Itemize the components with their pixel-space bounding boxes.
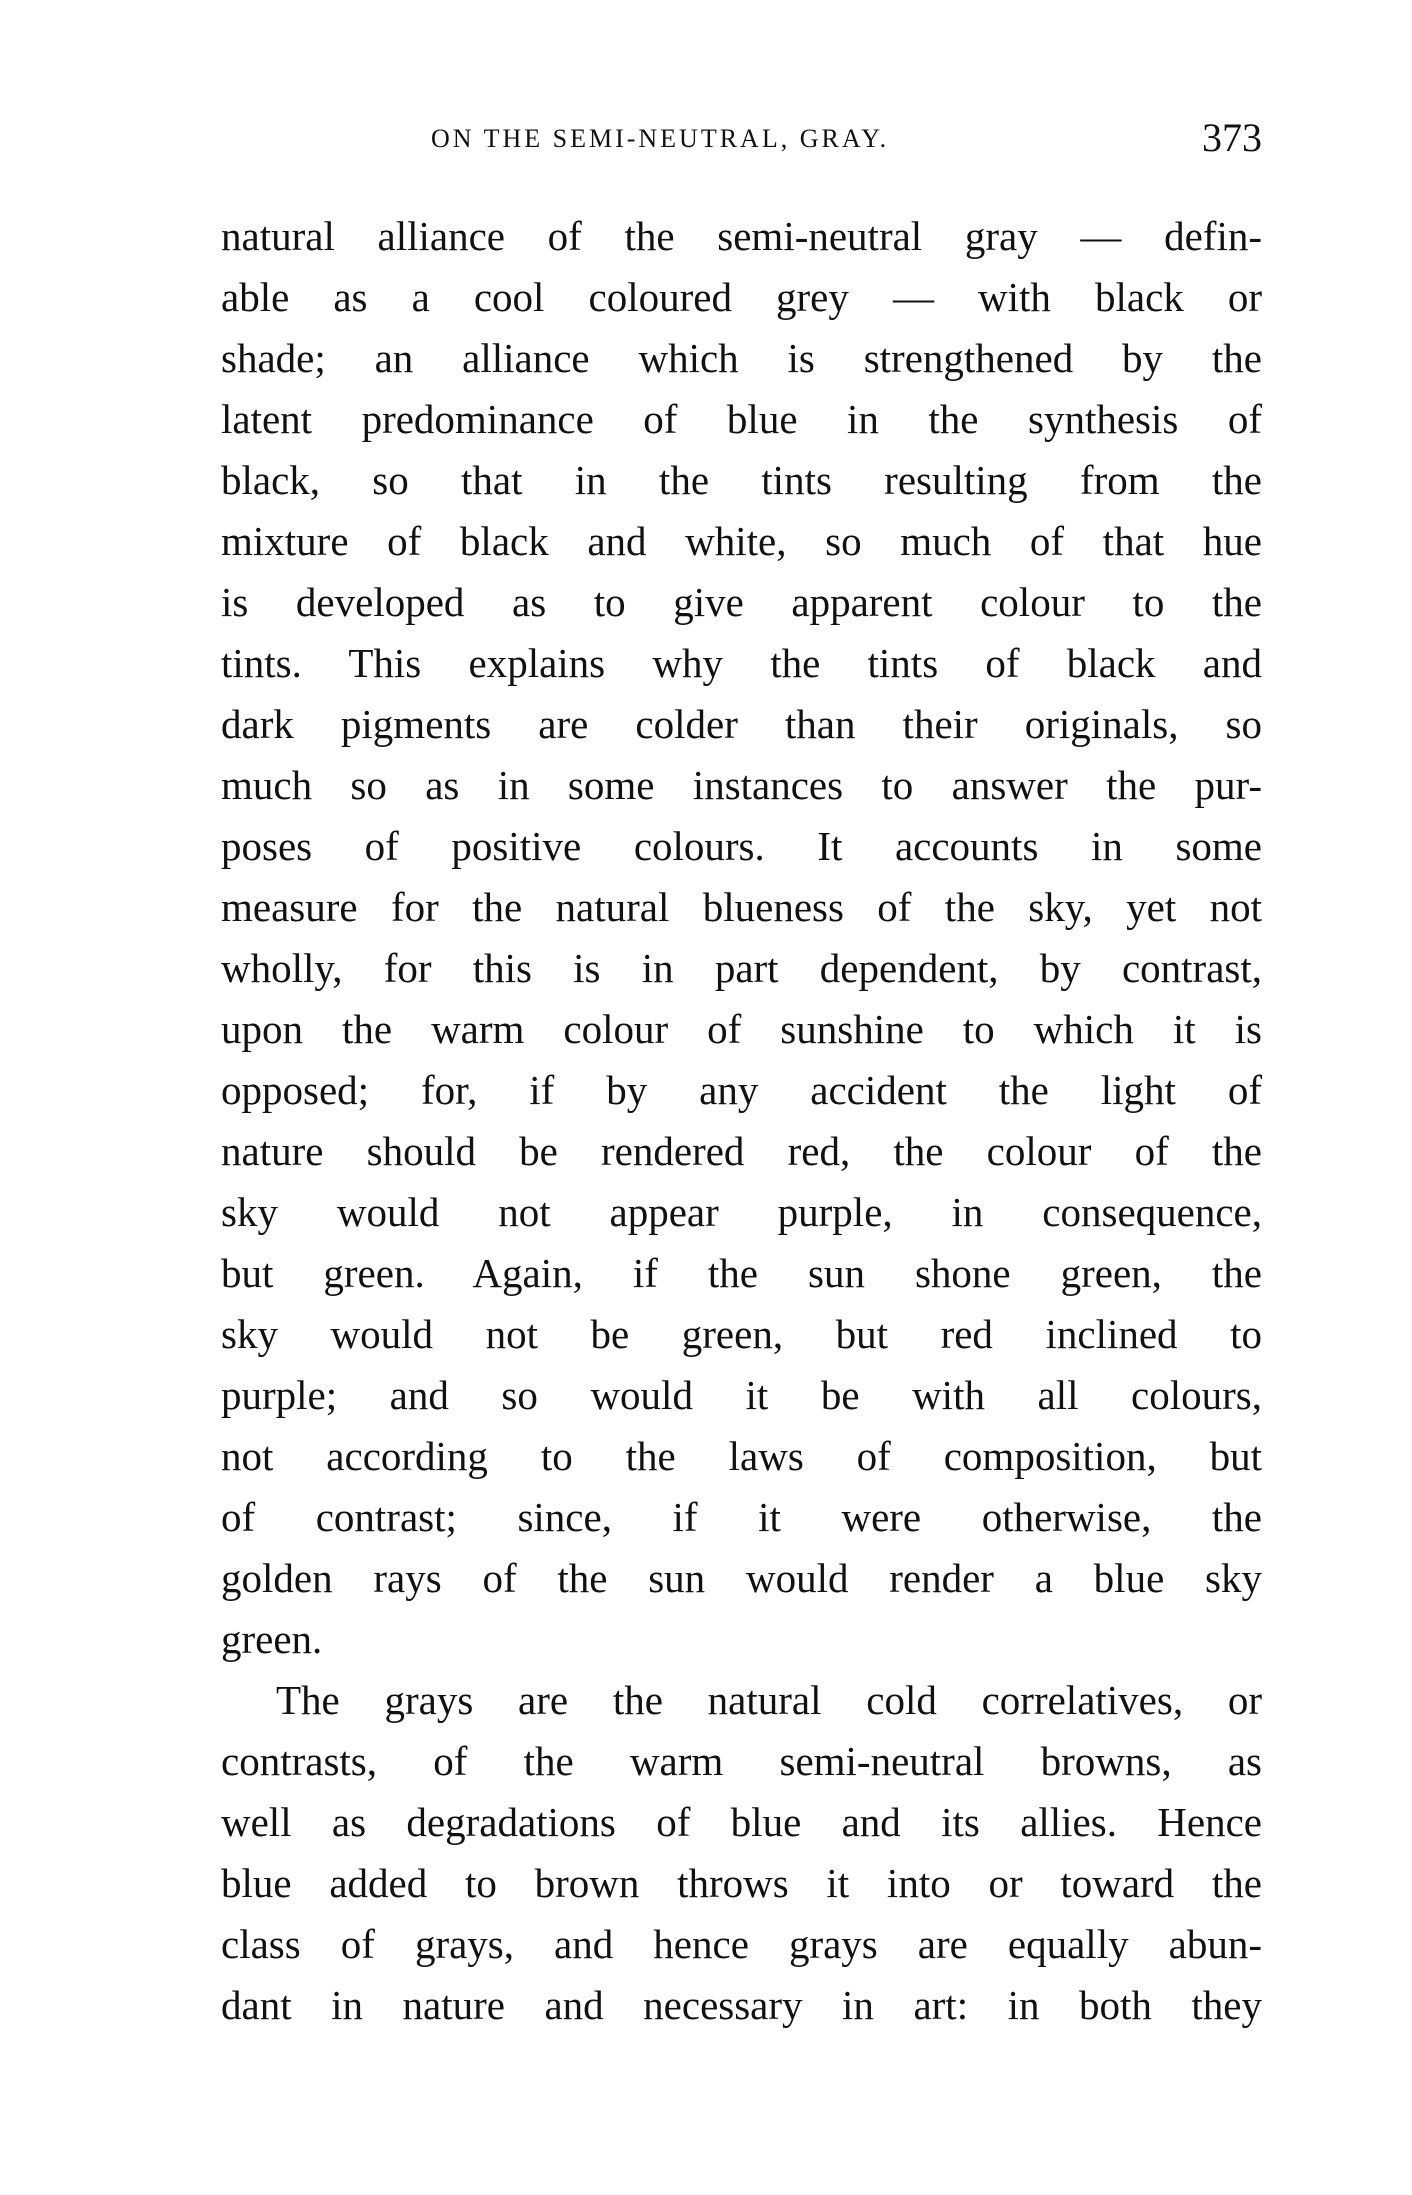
text-line: sky would not be green, but red inclined to — [221, 1311, 1262, 1357]
page-header — [221, 115, 1262, 168]
text-line: natural alliance of the semi-neutral gray — defin- — [221, 213, 1262, 259]
text-line: blue added to brown throws it into or toward the — [221, 1860, 1262, 1906]
text-line: sky would not appear purple, in consequence, — [221, 1189, 1262, 1235]
text-line: The grays are the natural cold correlatives, or — [276, 1677, 1262, 1723]
text-line: not according to the laws of composition, but — [221, 1433, 1262, 1479]
text-line: able as a cool coloured grey — with black or — [221, 274, 1262, 320]
text-line: latent predominance of blue in the synthesis of — [221, 396, 1262, 442]
text-line: well as degradations of blue and its allies. Hence — [221, 1799, 1262, 1845]
page-number: 373 — [1202, 115, 1262, 160]
text-line: upon the warm colour of sunshine to which it is — [221, 1006, 1262, 1052]
text-line: measure for the natural blueness of the sky, yet not — [221, 884, 1262, 930]
text-line: dant in nature and necessary in art: in both they — [221, 1982, 1262, 2028]
text-line: purple; and so would it be with all colours, — [221, 1372, 1262, 1418]
text-line: tints. This explains why the tints of black and — [221, 640, 1262, 686]
text-line: much so as in some instances to answer the pur- — [221, 762, 1262, 808]
text-line: contrasts, of the warm semi-neutral browns, as — [221, 1738, 1262, 1784]
text-line: golden rays of the sun would render a blue sky — [221, 1555, 1262, 1601]
text-line: green. — [221, 1616, 323, 1662]
text-line: opposed; for, if by any accident the light of — [221, 1067, 1262, 1113]
text-line: class of grays, and hence grays are equally abun- — [221, 1921, 1262, 1967]
body-text — [221, 206, 1262, 2036]
text-line: black, so that in the tints resulting from the — [221, 457, 1262, 503]
text-line: of contrast; since, if it were otherwise, the — [221, 1494, 1262, 1540]
text-line: mixture of black and white, so much of that hue — [221, 518, 1262, 564]
text-line: dark pigments are colder than their originals, so — [221, 701, 1262, 747]
text-line: but green. Again, if the sun shone green, the — [221, 1250, 1262, 1296]
text-line: nature should be rendered red, the colour of the — [221, 1128, 1262, 1174]
text-line: is developed as to give apparent colour to the — [221, 579, 1262, 625]
text-line: shade; an alliance which is strengthened by the — [221, 335, 1262, 381]
text-line: poses of positive colours. It accounts in some — [221, 823, 1262, 869]
text-line: wholly, for this is in part dependent, by contrast, — [221, 945, 1262, 991]
running-title: ON THE SEMI-NEUTRAL, GRAY. — [431, 124, 890, 153]
